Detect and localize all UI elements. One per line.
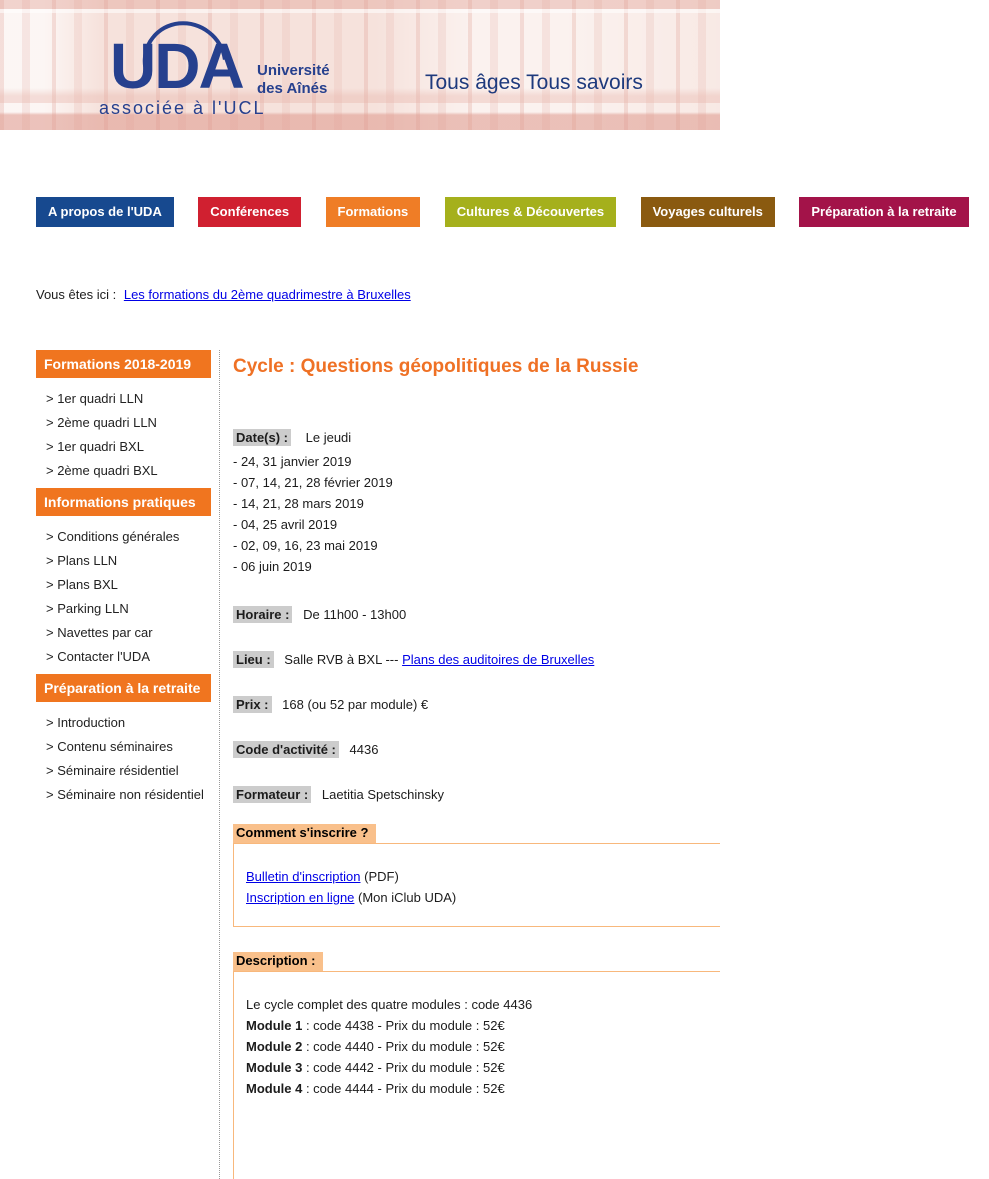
date-line: - 04, 25 avril 2019 (233, 517, 338, 532)
module-line (246, 1015, 720, 1036)
page-title: Cycle : Questions géopolitiques de la Russie (233, 356, 639, 377)
date-line: - 14, 21, 28 mars 2019 (233, 496, 364, 511)
date-line: - 24, 31 janvier 2019 (233, 454, 352, 469)
sidebar-item[interactable]: > Parking LLN (46, 601, 129, 616)
sidebar-item[interactable]: > 1er quadri BXL (46, 439, 144, 454)
module-detail: : code 4444 - Prix du module : 52€ (302, 1081, 505, 1096)
lieu-label: Lieu : (233, 651, 274, 668)
sidebar-item[interactable]: > Plans BXL (46, 577, 118, 592)
sidebar-item[interactable]: > Contenu séminaires (46, 739, 173, 754)
description-box-body (233, 972, 720, 1179)
main-content (220, 350, 720, 1179)
inscription-line (246, 887, 720, 908)
sidebar-item[interactable]: > Conditions générales (46, 529, 180, 544)
uda-logo-subtitle-line2: des Aînés (257, 80, 328, 97)
description-box (233, 952, 720, 1179)
inscription-link[interactable]: Inscription en ligne (246, 890, 355, 905)
description-intro: Le cycle complet des quatre modules : code 4436 (246, 997, 533, 1012)
site-banner (0, 0, 720, 130)
sidebar-item[interactable]: > Plans LLN (46, 553, 118, 568)
sidebar-header-preparation-retraite: Préparation à la retraite (36, 674, 211, 702)
dates-block (233, 430, 720, 577)
date-lines (233, 451, 720, 577)
inscription-link-suffix: (PDF) (360, 869, 399, 884)
sidebar-section-formations (36, 350, 211, 478)
site-tagline: Tous âges Tous savoirs (425, 71, 643, 94)
uda-logo: UDA (110, 30, 243, 102)
sidebar-header-infos-pratiques: Informations pratiques (36, 488, 211, 516)
module-name: Module 4 (246, 1081, 303, 1096)
formateur-label: Formateur : (233, 786, 311, 803)
sidebar-header-formations: Formations 2018-2019 (36, 350, 211, 378)
uda-logo-ucl-line: associée à l'UCL (99, 98, 266, 118)
formateur-value: Laetitia Spetschinsky (321, 787, 444, 802)
uda-logo-subtitle (257, 62, 330, 98)
lieu-field (233, 652, 720, 667)
sidebar-links-formations (36, 391, 211, 478)
module-lines (246, 1015, 720, 1099)
date-line: - 07, 14, 21, 28 février 2019 (233, 475, 393, 490)
sidebar-links-infos-pratiques (36, 529, 211, 664)
nav-button[interactable]: Cultures & Découvertes (445, 197, 616, 227)
prix-value: 168 (ou 52 par module) € (282, 697, 429, 712)
content-area (36, 350, 720, 1179)
nav-button[interactable]: Préparation à la retraite (799, 197, 968, 227)
module-name: Module 1 (246, 1018, 303, 1033)
breadcrumb-prefix: Vous êtes ici : (36, 287, 117, 302)
sidebar-item[interactable]: > Introduction (46, 715, 126, 730)
prix-field (233, 697, 720, 712)
inscription-box-head (233, 824, 720, 844)
inscription-box-title: Comment s'inscrire ? (233, 824, 376, 843)
inscription-box-body (233, 844, 720, 927)
inscription-link-suffix: (Mon iClub UDA) (354, 890, 457, 905)
formateur-field (233, 787, 720, 802)
sidebar-item[interactable]: > 2ème quadri LLN (46, 415, 157, 430)
module-name: Module 2 (246, 1039, 303, 1054)
horaire-label: Horaire : (233, 606, 292, 623)
module-detail: : code 4440 - Prix du module : 52€ (302, 1039, 505, 1054)
lieu-plans-link[interactable]: Plans des auditoires de Bruxelles (402, 652, 595, 667)
uda-logo-subtitle-line1: Université (257, 62, 330, 79)
sidebar (36, 350, 211, 1179)
sidebar-item[interactable]: > 2ème quadri BXL (46, 463, 158, 478)
nav-button[interactable]: Voyages culturels (641, 197, 775, 227)
module-detail: : code 4438 - Prix du module : 52€ (302, 1018, 505, 1033)
sidebar-item[interactable]: > Séminaire résidentiel (46, 763, 179, 778)
module-detail: : code 4442 - Prix du module : 52€ (302, 1060, 505, 1075)
module-line (246, 1057, 720, 1078)
horaire-value: De 11h00 - 13h00 (303, 607, 407, 622)
inscription-box (233, 824, 720, 927)
date-line: - 06 juin 2019 (233, 559, 312, 574)
module-line (246, 1036, 720, 1057)
dates-value: Le jeudi (305, 430, 352, 445)
inscription-link[interactable]: Bulletin d'inscription (246, 869, 361, 884)
sidebar-item[interactable]: > Navettes par car (46, 625, 153, 640)
nav-button[interactable]: A propos de l'UDA (36, 197, 174, 227)
sidebar-section-infos-pratiques (36, 488, 211, 664)
nav-button[interactable]: Conférences (198, 197, 301, 227)
date-line: - 02, 09, 16, 23 mai 2019 (233, 538, 378, 553)
inscription-line (246, 866, 720, 887)
sidebar-item[interactable]: > 1er quadri LLN (46, 391, 144, 406)
description-box-head (233, 952, 720, 972)
prix-label: Prix : (233, 696, 272, 713)
breadcrumb (36, 287, 720, 302)
sidebar-item[interactable]: > Séminaire non résidentiel (46, 787, 204, 802)
horaire-field (233, 607, 720, 622)
main-nav (36, 197, 957, 227)
breadcrumb-link[interactable]: Les formations du 2ème quadrimestre à Bruxelles (123, 287, 411, 302)
code-activite-value: 4436 (349, 742, 379, 757)
sidebar-links-preparation-retraite (36, 715, 211, 802)
sidebar-section-preparation-retraite (36, 674, 211, 802)
module-name: Module 3 (246, 1060, 303, 1075)
description-box-title: Description : (233, 952, 323, 971)
dates-label: Date(s) : (233, 429, 291, 446)
sidebar-item[interactable]: > Contacter l'UDA (46, 649, 150, 664)
nav-button[interactable]: Formations (326, 197, 421, 227)
code-activite-label: Code d'activité : (233, 741, 339, 758)
lieu-value: Salle RVB à BXL --- (284, 652, 399, 667)
module-line (246, 1078, 720, 1099)
code-activite-field (233, 742, 720, 757)
